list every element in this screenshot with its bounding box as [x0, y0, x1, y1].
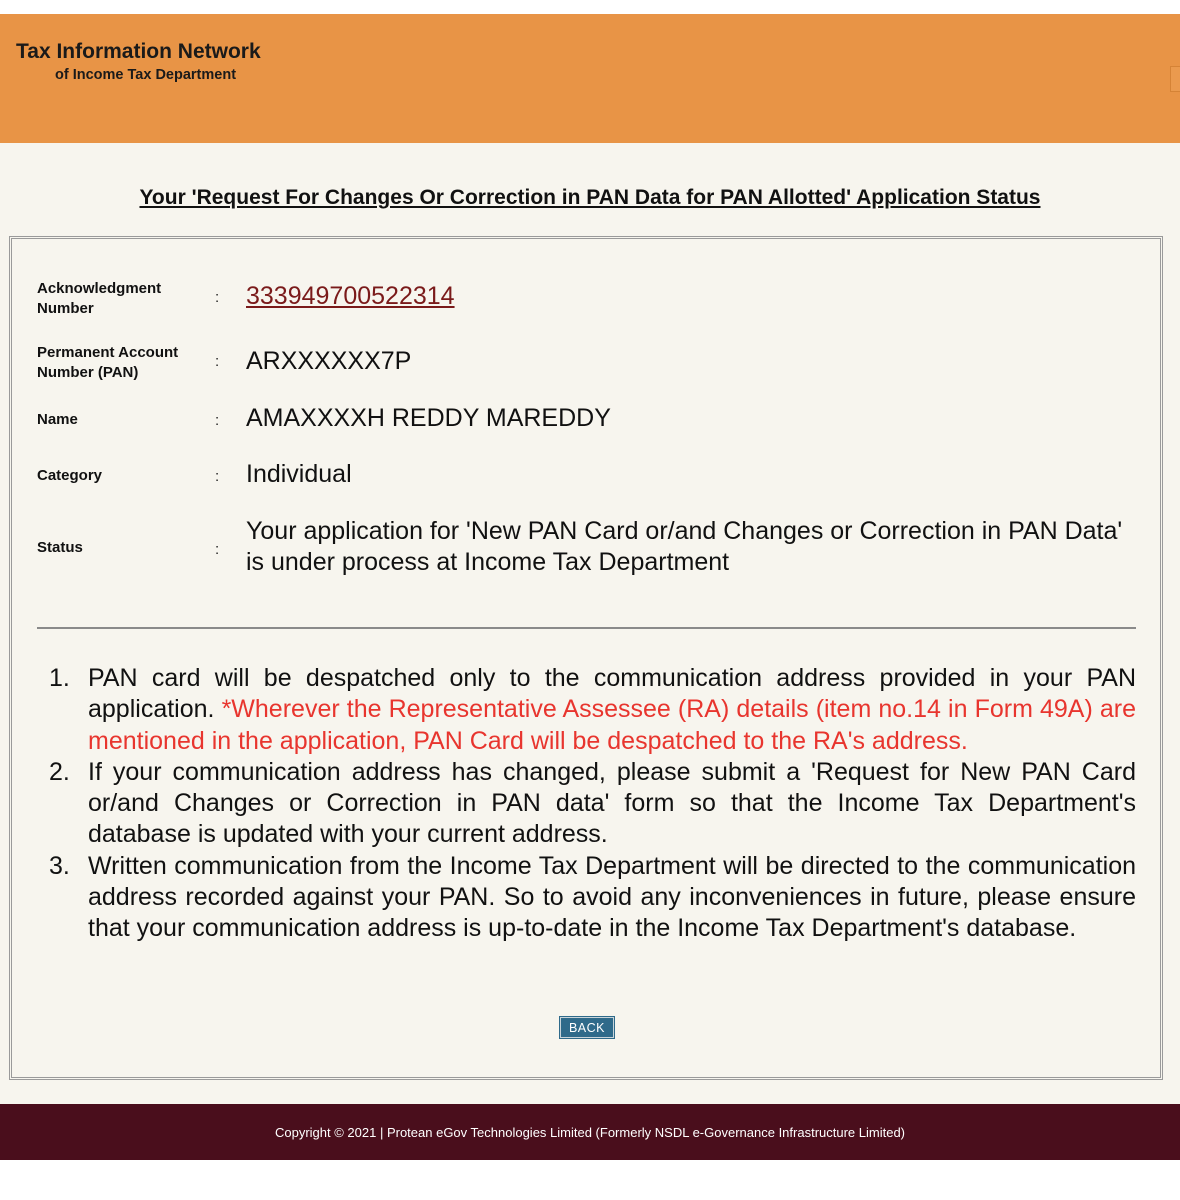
- status-value: Your application for 'New PAN Card or/and Changes or Correction in PAN Data' is under process at Income Tax Department: [246, 517, 1123, 576]
- category-label: Category: [37, 467, 103, 484]
- site-header: [0, 14, 1180, 143]
- site-footer: [0, 1104, 1180, 1160]
- note-text: If your communication address has changed, please submit a 'Request for New PAN Card or/and Changes or Correction in PAN data' form so that the Income Tax Department's database is updated with your current address.: [88, 757, 1136, 849]
- colon-separator: :: [215, 353, 220, 370]
- page: [0, 14, 1180, 1160]
- note-number: 1.: [49, 664, 70, 692]
- note-text: PAN card will be despatched only to the communication address provided in your PAN application.: [88, 664, 1136, 724]
- acknowledgment-number-link[interactable]: 333949700522314: [246, 282, 455, 310]
- page-title: Your 'Request For Changes Or Correction in PAN Data for PAN Allotted' Application Status: [139, 186, 1041, 209]
- colon-separator: :: [215, 412, 220, 429]
- list-item: [49, 663, 1136, 757]
- header-edge-tab: [1170, 66, 1180, 92]
- name-label: Name: [37, 411, 78, 428]
- divider: [37, 627, 1136, 629]
- category-value: Individual: [246, 460, 352, 488]
- list-item: [49, 757, 1136, 851]
- back-button[interactable]: BACK: [560, 1017, 614, 1038]
- colon-separator: :: [215, 468, 220, 485]
- pan-value: ARXXXXXX7P: [246, 347, 412, 375]
- list-item: [49, 851, 1136, 945]
- brand-subtitle: of Income Tax Department: [55, 67, 237, 83]
- note-number: 3.: [49, 851, 70, 880]
- colon-separator: :: [215, 289, 220, 306]
- status-panel: [9, 236, 1163, 1080]
- name-value: AMAXXXXH REDDY MAREDDY: [246, 404, 611, 432]
- pan-label: Permanent Account Number (PAN): [37, 344, 179, 381]
- notes-list: [49, 663, 1136, 945]
- copyright-text: Copyright © 2021 | Protean eGov Technologies Limited (Formerly NSDL e-Governance Infrastructure Limited): [274, 1124, 906, 1140]
- note-number: 2.: [49, 757, 70, 786]
- colon-separator: :: [215, 541, 220, 558]
- note-highlight: *Wherever the Representative Assessee (RA) details (item no.14 in Form 49A) are mentioned in the application, PAN Card will be despatched to the RA's address.: [88, 695, 1137, 755]
- note-text: Written communication from the Income Tax Department will be directed to the communication address recorded against your PAN. So to avoid any inconveniences in future, please ensure that your communication address is up-to-date in the Income Tax Department's database.: [88, 851, 1136, 943]
- brand-title: Tax Information Network: [16, 40, 261, 63]
- status-label: Status: [37, 539, 83, 556]
- acknowledgment-label: Acknowledgment Number: [37, 280, 162, 317]
